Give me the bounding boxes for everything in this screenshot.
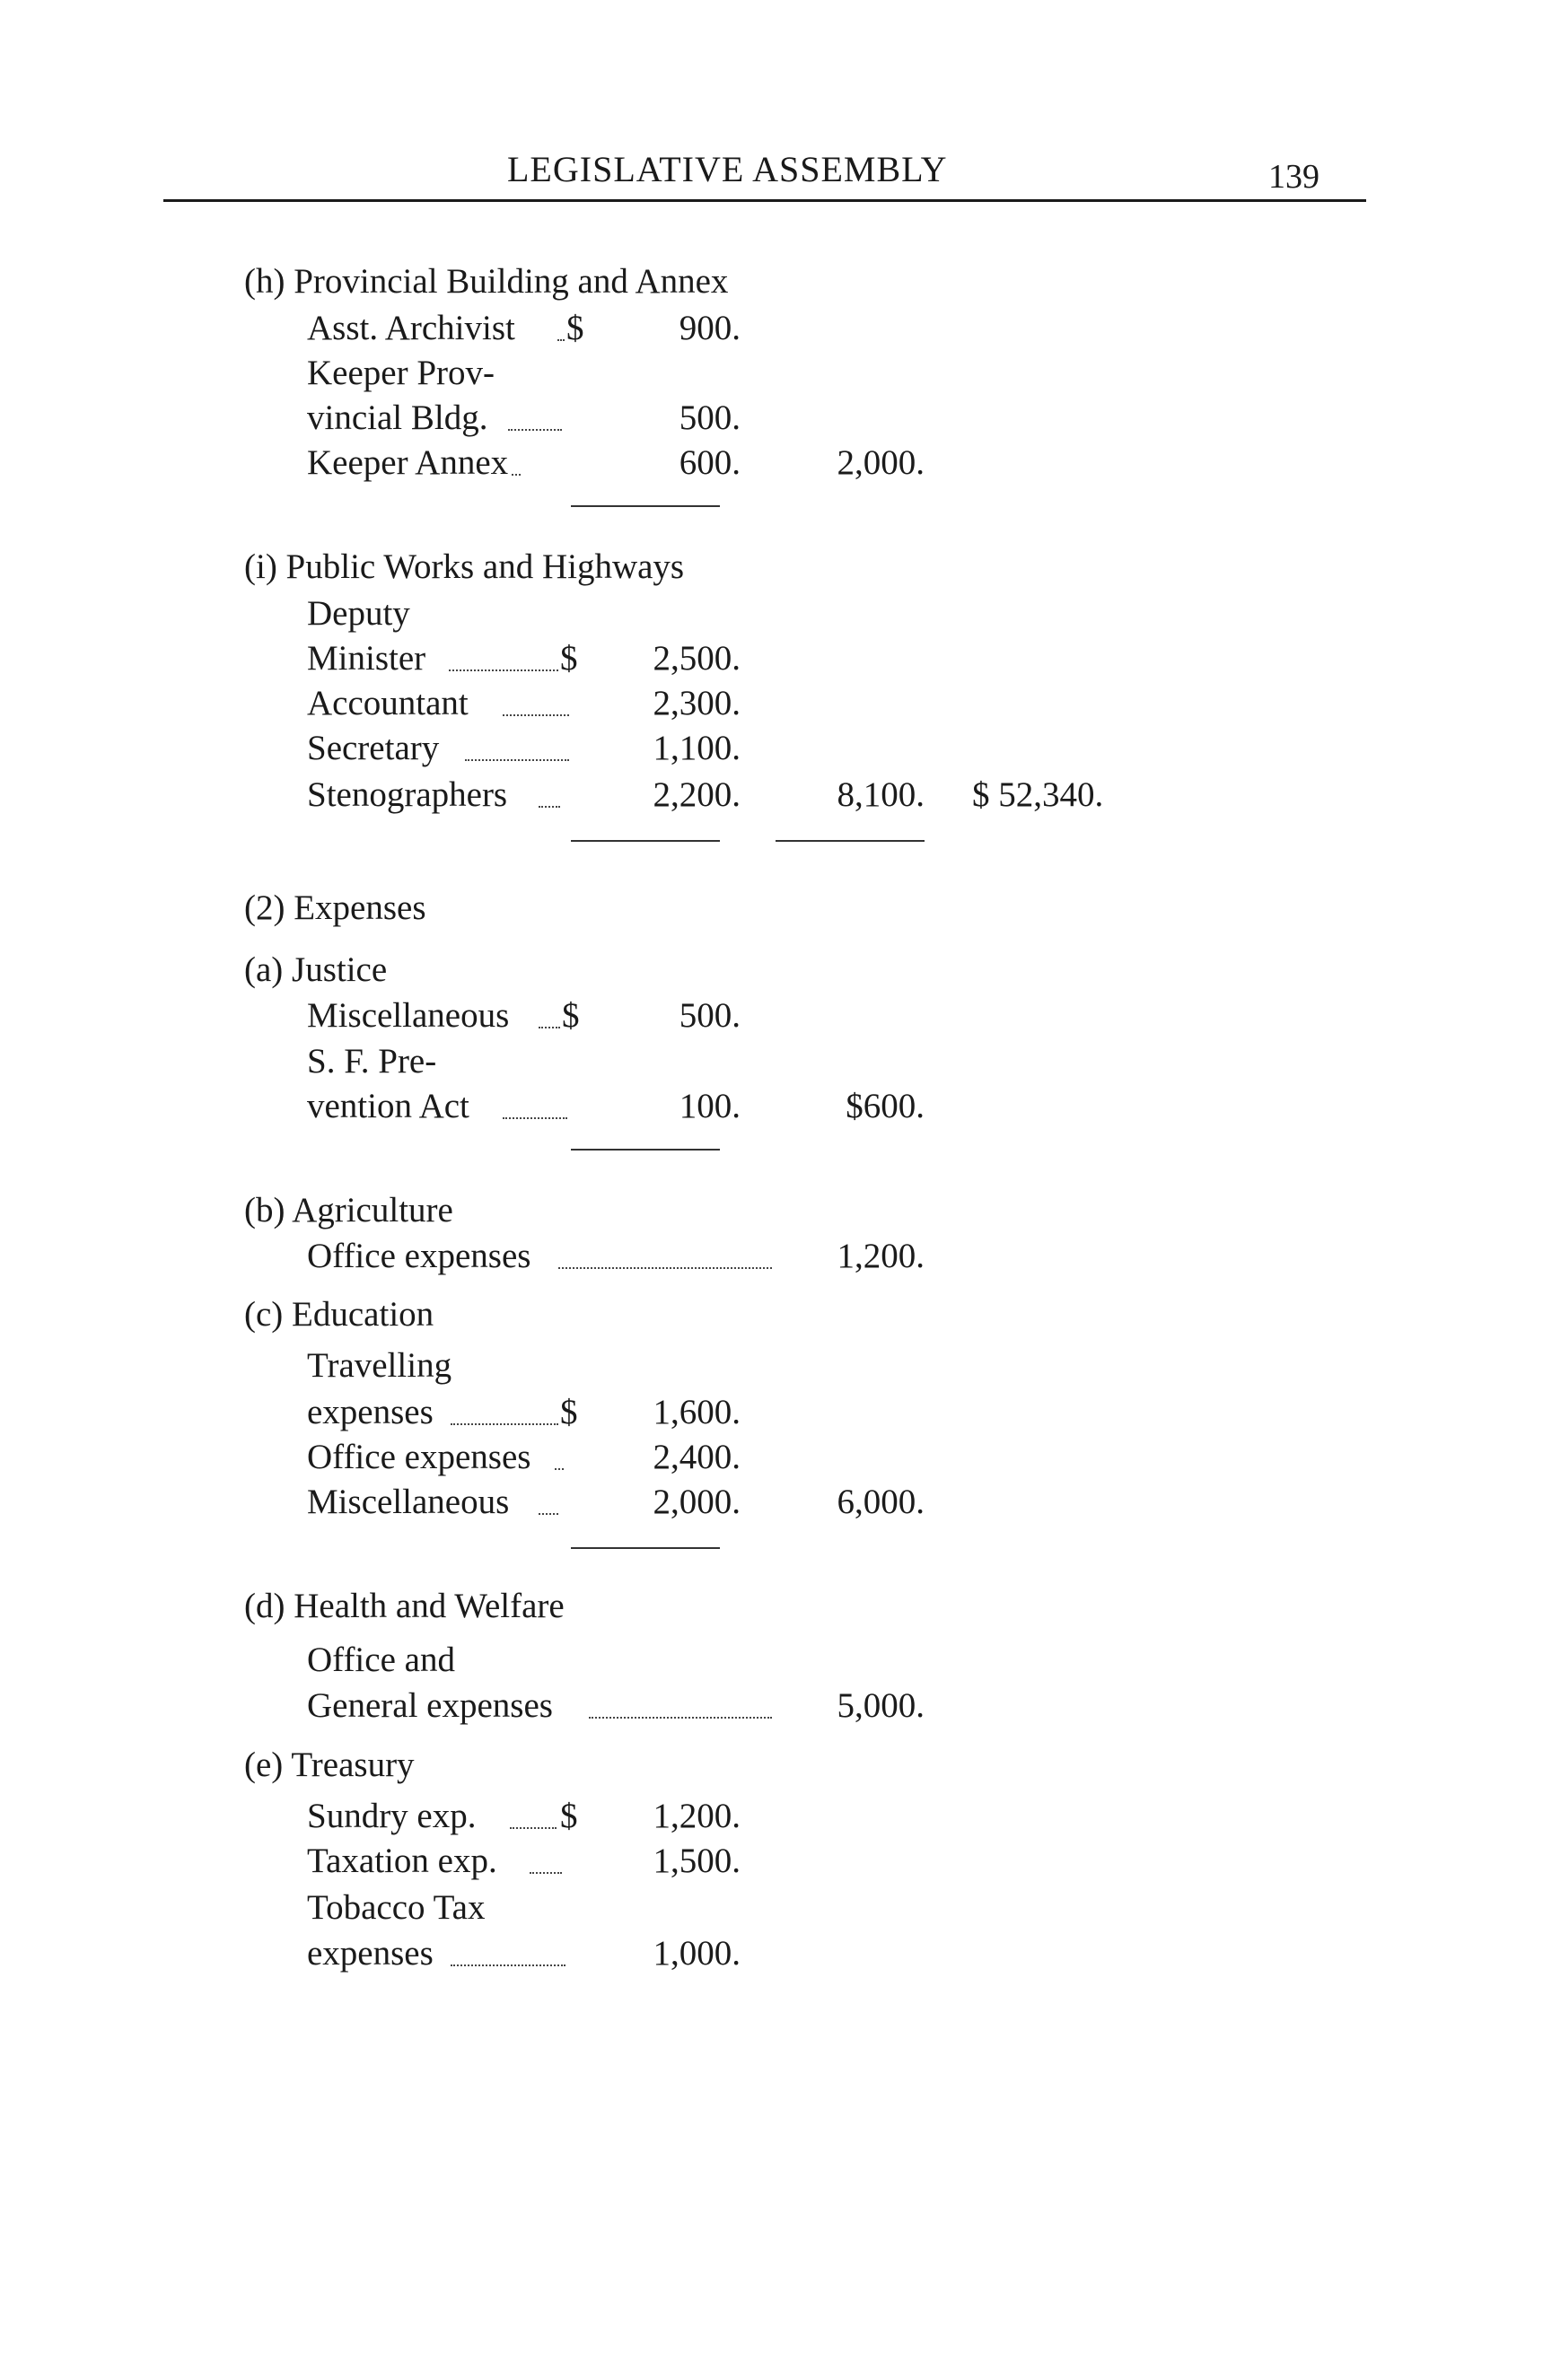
dollar-sign: $ (560, 639, 578, 678)
dot-leader (558, 1267, 772, 1269)
section-a-heading: (a) Justice (244, 950, 388, 989)
item-amount: 2,200. (653, 775, 741, 814)
section-total: 6,000. (837, 1483, 925, 1521)
item-label: Miscellaneous (307, 1483, 510, 1521)
item-label: Office expenses (307, 1237, 531, 1275)
item-label: vincial Bldg. (307, 398, 488, 437)
item-label: Deputy (307, 594, 410, 633)
item-label: Tobacco Tax (307, 1888, 486, 1927)
item-label: expenses (307, 1934, 434, 1973)
dot-leader (465, 759, 569, 761)
item-label: Stenographers (307, 775, 508, 814)
item-amount: 2,500. (653, 639, 741, 678)
item-amount: 2,300. (653, 684, 741, 722)
item-amount: 900. (679, 309, 741, 347)
header-rule (163, 199, 1366, 202)
item-label: Travelling (307, 1346, 452, 1385)
dollar-sign: $ (562, 996, 580, 1035)
item-amount: 1,100. (653, 729, 741, 767)
dot-leader (530, 1872, 562, 1874)
item-amount: 100. (679, 1087, 741, 1125)
dot-leader (539, 806, 560, 808)
item-label: Miscellaneous (307, 996, 510, 1035)
item-label: Office and (307, 1641, 455, 1679)
item-amount: 1,500. (653, 1842, 741, 1880)
item-amount: 1,000. (653, 1934, 741, 1973)
page-header-title: LEGISLATIVE ASSEMBLY (507, 149, 948, 189)
item-label: Minister (307, 639, 426, 678)
subtotal-rule (571, 505, 720, 507)
section-total: 1,200. (837, 1237, 925, 1275)
item-label: Office expenses (307, 1438, 531, 1476)
dot-leader (503, 714, 569, 716)
item-label: Asst. Archivist (307, 309, 515, 347)
item-amount: 2,400. (653, 1438, 741, 1476)
subtotal-rule (571, 1149, 720, 1151)
item-label: S. F. Pre- (307, 1042, 437, 1081)
subtotal-rule (571, 840, 720, 842)
dollar-sign: $ (560, 1797, 578, 1835)
item-amount: 1,600. (653, 1393, 741, 1431)
dot-leader (503, 1117, 567, 1119)
item-amount: 500. (679, 996, 741, 1035)
section-total: 2,000. (837, 443, 925, 482)
item-label: vention Act (307, 1087, 469, 1125)
section-total: 8,100. (837, 775, 925, 814)
expenses-heading: (2) Expenses (244, 888, 426, 927)
dollar-sign: $ (566, 309, 584, 347)
item-label: General expenses (307, 1686, 553, 1725)
item-label: expenses (307, 1393, 434, 1431)
section-total: $600. (846, 1087, 925, 1125)
section-total: 5,000. (837, 1686, 925, 1725)
section-b-heading: (b) Agriculture (244, 1191, 453, 1229)
subtotal-rule (571, 1547, 720, 1549)
section-e-heading: (e) Treasury (244, 1746, 415, 1784)
dot-leader (557, 339, 565, 341)
page-number: 139 (1268, 158, 1319, 196)
dot-leader (508, 429, 562, 431)
section-i-heading: (i) Public Works and Highways (244, 547, 685, 586)
total-rule (776, 840, 925, 842)
dot-leader (510, 1827, 557, 1829)
dot-leader (539, 1027, 560, 1028)
dot-leader (449, 669, 558, 671)
dot-leader (555, 1468, 564, 1470)
item-amount: 1,200. (653, 1797, 741, 1835)
item-label: Sundry exp. (307, 1797, 477, 1835)
item-label: Secretary (307, 729, 440, 767)
dot-leader (512, 474, 521, 476)
dot-leader (589, 1717, 772, 1719)
dollar-sign: $ (560, 1393, 578, 1431)
dot-leader (539, 1513, 558, 1515)
item-label: Keeper Annex (307, 443, 509, 482)
item-amount: 600. (679, 443, 741, 482)
section-d-heading: (d) Health and Welfare (244, 1587, 565, 1625)
item-amount: 500. (679, 398, 741, 437)
dot-leader (451, 1423, 558, 1425)
grand-total: $ 52,340. (972, 775, 1104, 814)
section-h-heading: (h) Provincial Building and Annex (244, 262, 729, 301)
item-label: Taxation exp. (307, 1842, 497, 1880)
section-c-heading: (c) Education (244, 1295, 434, 1334)
item-label: Keeper Prov- (307, 354, 495, 392)
dot-leader (451, 1964, 565, 1966)
item-amount: 2,000. (653, 1483, 741, 1521)
item-label: Accountant (307, 684, 469, 722)
